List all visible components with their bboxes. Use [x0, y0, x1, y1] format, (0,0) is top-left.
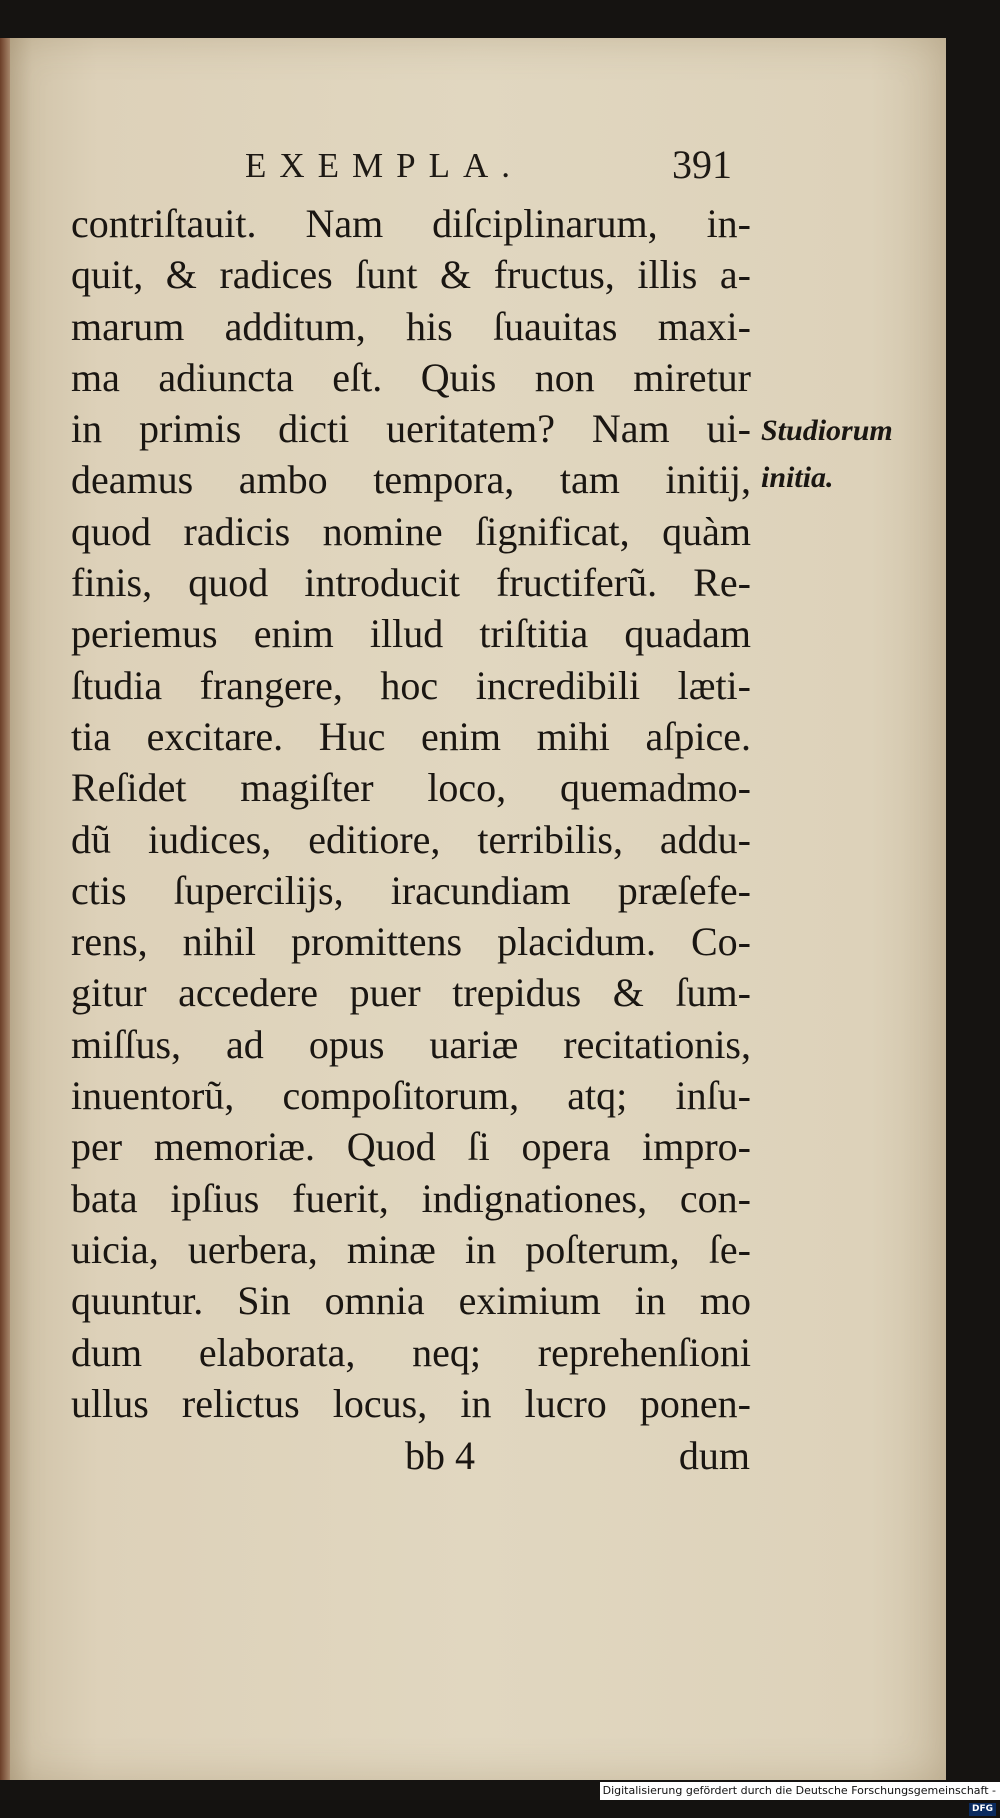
- text-line: rens, nihil promittens placidum. Co-: [71, 919, 751, 965]
- catchword: dum: [678, 1433, 750, 1478]
- text-line: in primis dicti ueritatem? Nam ui-: [71, 406, 751, 452]
- text-line: deamus ambo tempora, tam initij,: [71, 457, 751, 503]
- text-line: gitur accedere puer trepidus & ſum-: [71, 970, 751, 1016]
- text-line: miſſus, ad opus uariæ recitationis,: [71, 1021, 751, 1067]
- signature-line: [405, 1432, 750, 1484]
- margin-note: [761, 407, 893, 501]
- text-line: dum elaborata, neq; reprehenſioni: [71, 1329, 751, 1375]
- text-line: ullus relictus locus, in lucro ponen-: [71, 1380, 751, 1426]
- credit-text: Digitalisierung gefördert durch die Deutsche Forschungsgemeinschaft -: [602, 1784, 996, 1797]
- text-line: bata ipſius fuerit, indignationes, con-: [71, 1175, 751, 1221]
- signature-mark: bb 4: [405, 1433, 475, 1478]
- text-line: quit, & radices ſunt & fructus, illis a-: [71, 252, 751, 298]
- margin-note-line: Studiorum: [761, 414, 893, 447]
- dfg-logo: DFG: [969, 1803, 996, 1816]
- text-line: ctis ſupercilijs, iracundiam præſefe-: [71, 867, 751, 913]
- text-line: inuentorũ, compoſitorum, atq; inſu-: [71, 1073, 751, 1119]
- text-line: tia excitare. Huc enim mihi aſpice.: [71, 713, 751, 759]
- text-line: quuntur. Sin omnia eximium in mo: [71, 1278, 751, 1324]
- body-text: [71, 198, 751, 1429]
- text-line: Reſidet magiſter loco, quemadmo-: [71, 765, 751, 811]
- binding-edge: [0, 38, 10, 1780]
- text-line: per memoriæ. Quod ſi opera impro-: [71, 1124, 751, 1170]
- text-line: quod radicis nomine ſignificat, quàm: [71, 508, 751, 554]
- text-line: ma adiuncta eſt. Quis non miretur: [71, 354, 751, 400]
- text-line: contriſtauit. Nam diſciplinarum, in-: [71, 201, 751, 246]
- text-line: periemus enim illud triſtitia quadam: [71, 611, 751, 657]
- digitization-credit: [600, 1782, 1000, 1814]
- margin-note-line: initia.: [761, 461, 834, 494]
- text-line: finis, quod introducit fructiferũ. Re-: [71, 560, 751, 606]
- page-number: 391: [672, 142, 732, 187]
- text-line: dũ iudices, editiore, terribilis, addu-: [71, 816, 751, 862]
- text-line: ſtudia frangere, hoc incredibili læti-: [71, 662, 751, 708]
- running-title: EXEMPLA.: [245, 146, 524, 185]
- text-line: marum additum, his ſuauitas maxi-: [71, 303, 751, 349]
- text-line: uicia, uerbera, minæ in poſterum, ſe-: [71, 1226, 751, 1272]
